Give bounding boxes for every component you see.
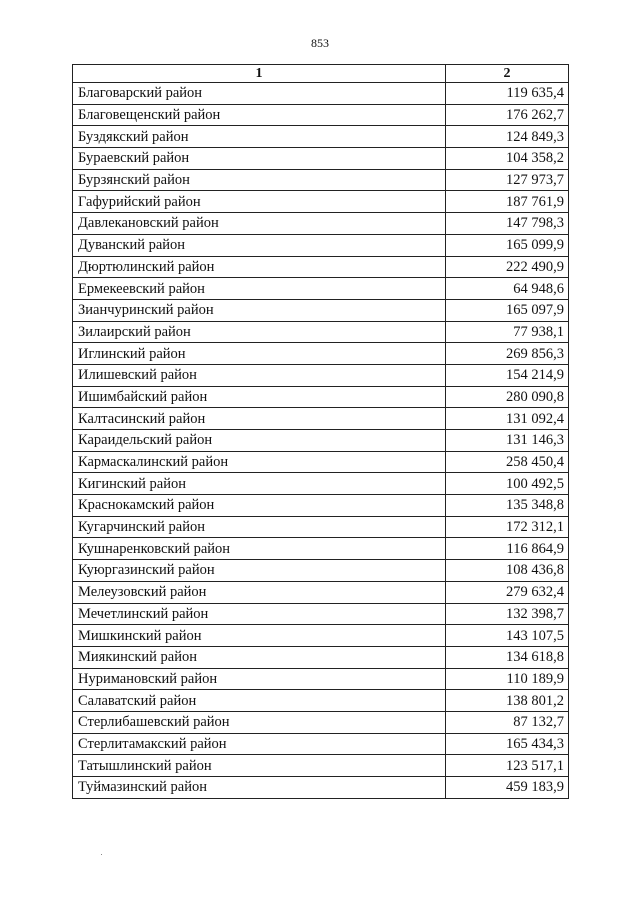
district-name-cell: Иглинский район bbox=[73, 343, 446, 365]
amount-cell: 165 434,3 bbox=[446, 733, 569, 755]
district-name-cell: Кушнаренковский район bbox=[73, 538, 446, 560]
district-name-cell: Мечетлинский район bbox=[73, 603, 446, 625]
amount-cell: 135 348,8 bbox=[446, 495, 569, 517]
table-row bbox=[73, 386, 569, 408]
district-name-cell: Кармаскалинский район bbox=[73, 451, 446, 473]
amount-cell: 110 189,9 bbox=[446, 668, 569, 690]
district-name-cell: Караидельский район bbox=[73, 430, 446, 452]
district-name-cell: Миякинский район bbox=[73, 646, 446, 668]
district-name-cell: Буздякский район bbox=[73, 126, 446, 148]
amount-cell: 104 358,2 bbox=[446, 148, 569, 170]
amount-cell: 124 849,3 bbox=[446, 126, 569, 148]
column-header-1: 1 bbox=[73, 65, 446, 83]
district-name-cell: Калтасинский район bbox=[73, 408, 446, 430]
district-name-cell: Мишкинский район bbox=[73, 625, 446, 647]
amount-cell: 108 436,8 bbox=[446, 560, 569, 582]
amount-cell: 127 973,7 bbox=[446, 169, 569, 191]
table-row bbox=[73, 148, 569, 170]
amount-cell: 77 938,1 bbox=[446, 321, 569, 343]
amount-cell: 131 092,4 bbox=[446, 408, 569, 430]
amount-cell: 165 099,9 bbox=[446, 234, 569, 256]
table-row bbox=[73, 560, 569, 582]
table-row bbox=[73, 473, 569, 495]
district-name-cell: Дюртюлинский район bbox=[73, 256, 446, 278]
table-row bbox=[73, 278, 569, 300]
district-name-cell: Салаватский район bbox=[73, 690, 446, 712]
page-number: 853 bbox=[311, 36, 329, 50]
amount-cell: 154 214,9 bbox=[446, 364, 569, 386]
table-row bbox=[73, 191, 569, 213]
amount-cell: 172 312,1 bbox=[446, 516, 569, 538]
table-row bbox=[73, 711, 569, 733]
margin-speck bbox=[101, 854, 102, 855]
table-header-row bbox=[73, 65, 569, 83]
amount-cell: 123 517,1 bbox=[446, 755, 569, 777]
district-name-cell: Зилаирский район bbox=[73, 321, 446, 343]
table-row bbox=[73, 646, 569, 668]
table-row bbox=[73, 625, 569, 647]
table-row bbox=[73, 538, 569, 560]
amount-cell: 165 097,9 bbox=[446, 299, 569, 321]
district-name-cell: Кигинский район bbox=[73, 473, 446, 495]
table-row bbox=[73, 733, 569, 755]
table-row bbox=[73, 256, 569, 278]
amount-cell: 176 262,7 bbox=[446, 104, 569, 126]
amount-cell: 187 761,9 bbox=[446, 191, 569, 213]
table-row bbox=[73, 234, 569, 256]
table-row bbox=[73, 169, 569, 191]
district-name-cell: Нуримановский район bbox=[73, 668, 446, 690]
district-name-cell: Ермекеевский район bbox=[73, 278, 446, 300]
amount-cell: 87 132,7 bbox=[446, 711, 569, 733]
district-name-cell: Бурзянский район bbox=[73, 169, 446, 191]
table-row bbox=[73, 777, 569, 799]
amount-cell: 269 856,3 bbox=[446, 343, 569, 365]
amount-cell: 119 635,4 bbox=[446, 83, 569, 105]
amount-cell: 138 801,2 bbox=[446, 690, 569, 712]
table-row bbox=[73, 451, 569, 473]
amount-cell: 222 490,9 bbox=[446, 256, 569, 278]
column-header-2: 2 bbox=[446, 65, 569, 83]
district-name-cell: Стерлитамакский район bbox=[73, 733, 446, 755]
amount-cell: 64 948,6 bbox=[446, 278, 569, 300]
district-name-cell: Кугарчинский район bbox=[73, 516, 446, 538]
table-row bbox=[73, 104, 569, 126]
district-name-cell: Стерлибашевский район bbox=[73, 711, 446, 733]
amount-cell: 459 183,9 bbox=[446, 777, 569, 799]
table-body bbox=[73, 83, 569, 799]
district-name-cell: Дуванский район bbox=[73, 234, 446, 256]
amount-cell: 134 618,8 bbox=[446, 646, 569, 668]
amount-cell: 131 146,3 bbox=[446, 430, 569, 452]
amount-cell: 116 864,9 bbox=[446, 538, 569, 560]
table-row bbox=[73, 83, 569, 105]
district-name-cell: Туймазинский район bbox=[73, 777, 446, 799]
district-name-cell: Ишимбайский район bbox=[73, 386, 446, 408]
amount-cell: 279 632,4 bbox=[446, 581, 569, 603]
table-row bbox=[73, 603, 569, 625]
district-name-cell: Зианчуринский район bbox=[73, 299, 446, 321]
table-row bbox=[73, 430, 569, 452]
district-name-cell: Благовещенский район bbox=[73, 104, 446, 126]
table-row bbox=[73, 516, 569, 538]
table-row bbox=[73, 581, 569, 603]
table-row bbox=[73, 126, 569, 148]
table-row bbox=[73, 299, 569, 321]
table-row bbox=[73, 668, 569, 690]
district-name-cell: Краснокамский район bbox=[73, 495, 446, 517]
amount-cell: 143 107,5 bbox=[446, 625, 569, 647]
table-row bbox=[73, 495, 569, 517]
district-name-cell: Илишевский район bbox=[73, 364, 446, 386]
district-name-cell: Давлекановский район bbox=[73, 213, 446, 235]
table-row bbox=[73, 755, 569, 777]
budget-table bbox=[72, 64, 569, 799]
district-name-cell: Татышлинский район bbox=[73, 755, 446, 777]
district-name-cell: Куюргазинский район bbox=[73, 560, 446, 582]
district-name-cell: Мелеузовский район bbox=[73, 581, 446, 603]
amount-cell: 258 450,4 bbox=[446, 451, 569, 473]
table-row bbox=[73, 690, 569, 712]
amount-cell: 147 798,3 bbox=[446, 213, 569, 235]
district-name-cell: Бураевский район bbox=[73, 148, 446, 170]
amount-cell: 132 398,7 bbox=[446, 603, 569, 625]
table-row bbox=[73, 321, 569, 343]
table-row bbox=[73, 343, 569, 365]
table-row bbox=[73, 364, 569, 386]
amount-cell: 280 090,8 bbox=[446, 386, 569, 408]
table-row bbox=[73, 408, 569, 430]
district-name-cell: Благоварский район bbox=[73, 83, 446, 105]
district-name-cell: Гафурийский район bbox=[73, 191, 446, 213]
amount-cell: 100 492,5 bbox=[446, 473, 569, 495]
table-row bbox=[73, 213, 569, 235]
